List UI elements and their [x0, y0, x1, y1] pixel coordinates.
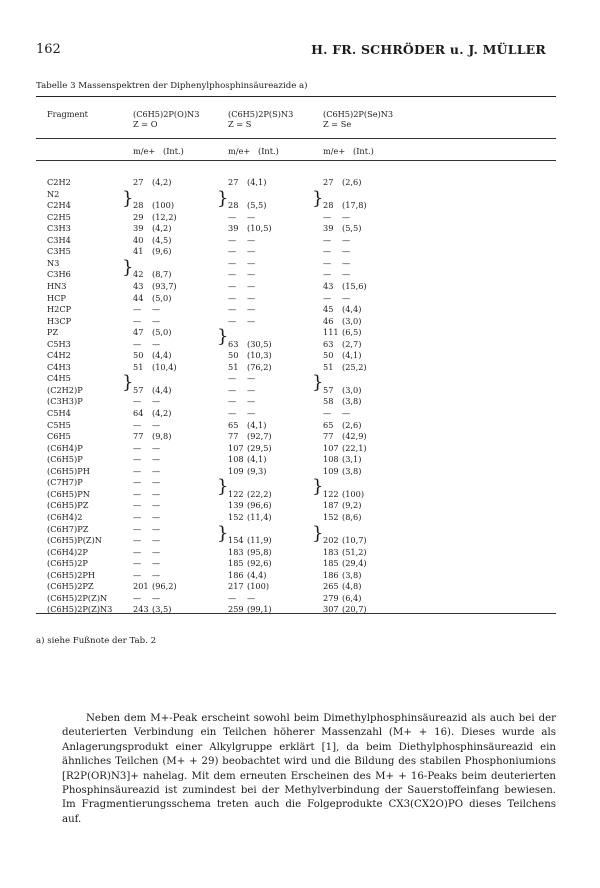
table-footnote: a) siehe Fußnote der Tab. 2 [36, 636, 157, 646]
mass-cell: 183 [228, 546, 244, 557]
mass-cell: 107 [228, 442, 244, 453]
table-caption: Tabelle 3 Massenspektren der Diphenylphosphinsäureazide a) [36, 81, 308, 91]
fragment-cell: (C6H5)2P(Z)N3 [47, 604, 113, 615]
intensity-cell: (4,4) [152, 350, 172, 361]
mass-cell: 46 [323, 315, 334, 326]
fragment-cell: C6H5 [47, 431, 71, 442]
fragment-cell: C3H5 [47, 246, 71, 257]
intensity-cell: — [152, 419, 161, 430]
group-brace: } [217, 326, 229, 348]
fragment-cell: C4H2 [47, 350, 71, 361]
intensity-cell: (30,5) [247, 338, 272, 349]
intensity-cell: (17,8) [342, 200, 367, 211]
mass-cell: 47 [133, 327, 144, 338]
mass-cell: 201 [133, 581, 149, 592]
table-subheader-rule [36, 160, 556, 161]
page-number: 162 [36, 42, 61, 57]
mass-cell: 139 [228, 500, 244, 511]
intensity-cell: (29,4) [342, 558, 367, 569]
intensity-cell: (3,0) [342, 384, 362, 395]
intensity-cell: (76,2) [247, 361, 272, 372]
mass-cell: — [228, 292, 237, 303]
intensity-cell: — [152, 442, 161, 453]
intensity-cell: (5,0) [152, 327, 172, 338]
intensity-cell: (9,3) [247, 465, 267, 476]
mass-cell: 108 [323, 454, 339, 465]
mass-cell: — [323, 234, 332, 245]
intensity-cell: (11,9) [247, 535, 272, 546]
mass-cell: — [133, 315, 142, 326]
fragment-cell: (C6H4)2P [47, 546, 88, 557]
fragment-cell: (C6H4)P [47, 442, 83, 453]
fragment-cell: C4H5 [47, 373, 71, 384]
intensity-cell: — [152, 465, 161, 476]
mass-cell: 185 [323, 558, 339, 569]
intensity-cell: — [152, 338, 161, 349]
fragment-cell: HCP [47, 292, 66, 303]
intensity-cell: — [247, 592, 256, 603]
mass-cell: — [228, 373, 237, 384]
mass-cell: 243 [133, 604, 149, 615]
intensity-cell: (22,2) [247, 488, 272, 499]
page-authors: H. FR. SCHRÖDER u. J. MÜLLER [311, 42, 546, 57]
intensity-cell: (22,1) [342, 442, 367, 453]
mass-cell: 44 [133, 292, 144, 303]
intensity-cell: — [152, 500, 161, 511]
mass-cell: — [133, 592, 142, 603]
intensity-cell: (10,7) [342, 535, 367, 546]
body-paragraph [62, 712, 556, 827]
table-header-rule [36, 138, 556, 139]
intensity-cell: — [247, 315, 256, 326]
intensity-cell: (2,7) [342, 338, 362, 349]
intensity-cell: — [152, 454, 161, 465]
fragment-cell: (C6H4)2 [47, 511, 83, 522]
mass-cell: 43 [133, 280, 144, 291]
mass-cell: 27 [228, 177, 239, 187]
mass-cell: 265 [323, 581, 339, 592]
fragment-cell: (C7H7)P [47, 477, 83, 488]
compound-z: Z = O [133, 119, 158, 129]
subheader-int: (Int.) [258, 146, 279, 156]
intensity-cell: (3,8) [342, 396, 362, 407]
mass-cell: 57 [323, 384, 334, 395]
mass-cell: 51 [323, 361, 334, 372]
mass-cell: — [133, 419, 142, 430]
fragment-cell: (C6H5)P(Z)N [47, 535, 102, 546]
mass-cell: 109 [228, 465, 244, 476]
intensity-cell: (4,8) [342, 581, 362, 592]
fragment-cell: C3H6 [47, 269, 71, 280]
mass-cell: 107 [323, 442, 339, 453]
intensity-cell: — [247, 373, 256, 384]
mass-cell: 39 [133, 223, 144, 234]
mass-cell: — [133, 477, 142, 488]
mass-cell: — [133, 500, 142, 511]
intensity-cell: (4,1) [247, 454, 267, 465]
subheader-me: m/e+ [133, 146, 156, 156]
intensity-cell: — [152, 477, 161, 488]
mass-cell: — [323, 211, 332, 222]
intensity-cell: — [342, 269, 351, 280]
fragment-cell: (C6H7)PZ [47, 523, 89, 534]
intensity-cell: (4,5) [152, 234, 172, 245]
fragment-cell: C2H4 [47, 200, 71, 211]
fragment-cell: (C3H3)P [47, 396, 83, 407]
fragment-cell: C3H3 [47, 223, 71, 234]
intensity-cell: (4,4) [342, 304, 362, 315]
intensity-cell: — [247, 408, 256, 418]
intensity-cell: — [152, 396, 161, 407]
fragment-cell: (C6H5)PN [47, 488, 90, 499]
intensity-cell: (9,6) [152, 246, 172, 257]
compound-formula: (C6H5)2P(S)N3 [228, 109, 294, 119]
fragment-cell: C5H3 [47, 338, 71, 349]
mass-cell: 152 [323, 511, 339, 522]
fragment-cell: (C6H5)2PH [47, 569, 96, 580]
fragment-cell: C2H2 [47, 177, 71, 187]
mass-cell: — [228, 269, 237, 280]
intensity-cell: (4,4) [247, 569, 267, 580]
mass-cell: 50 [323, 350, 334, 361]
intensity-cell: — [342, 408, 351, 418]
mass-cell: — [228, 234, 237, 245]
intensity-cell: — [342, 211, 351, 222]
mass-cell: — [228, 592, 237, 603]
mass-cell: 279 [323, 592, 339, 603]
group-brace: } [217, 187, 229, 209]
fragment-cell: (C6H5)P [47, 454, 83, 465]
intensity-cell: — [342, 246, 351, 257]
intensity-cell: — [247, 384, 256, 395]
group-brace: } [312, 187, 324, 209]
intensity-cell: — [247, 257, 256, 268]
compound-header-1 [133, 109, 199, 129]
mass-cell: 39 [228, 223, 239, 234]
intensity-cell: — [247, 246, 256, 257]
mass-cell: 28 [228, 200, 239, 211]
intensity-cell: — [247, 269, 256, 280]
compound-z: Z = Se [323, 119, 352, 129]
intensity-cell: (4,1) [342, 350, 362, 361]
intensity-cell: (100) [152, 200, 175, 211]
fragment-cell: HN3 [47, 280, 67, 291]
mass-cell: 217 [228, 581, 244, 592]
mass-cell: 109 [323, 465, 339, 476]
mass-cell: — [228, 257, 237, 268]
intensity-cell: (10,3) [247, 350, 272, 361]
mass-cell: 28 [323, 200, 334, 211]
mass-cell: 185 [228, 558, 244, 569]
intensity-cell: (15,6) [342, 280, 367, 291]
intensity-cell: — [247, 211, 256, 222]
mass-cell: 45 [323, 304, 334, 315]
intensity-cell: (2,6) [342, 177, 362, 187]
mass-cell: 58 [323, 396, 334, 407]
mass-cell: 57 [133, 384, 144, 395]
mass-cell: — [133, 338, 142, 349]
intensity-cell: (12,2) [152, 211, 177, 222]
group-brace: } [312, 372, 324, 394]
fragment-cell: (C6H5)2P(Z)N [47, 592, 108, 603]
group-brace: } [122, 256, 134, 278]
intensity-cell: — [342, 257, 351, 268]
subheader-me: m/e+ [228, 146, 251, 156]
mass-cell: — [323, 246, 332, 257]
intensity-cell: (8,7) [152, 269, 172, 280]
intensity-cell: — [152, 488, 161, 499]
mass-cell: 77 [133, 431, 144, 442]
intensity-cell: (4,4) [152, 384, 172, 395]
intensity-cell: (3,1) [342, 454, 362, 465]
intensity-cell: — [152, 569, 161, 580]
intensity-cell: (4,2) [152, 408, 172, 418]
mass-cell: — [228, 384, 237, 395]
mass-cell: 40 [133, 234, 144, 245]
mass-cell: 51 [133, 361, 144, 372]
intensity-cell: — [342, 292, 351, 303]
intensity-cell: — [247, 304, 256, 315]
mass-cell: 65 [323, 419, 334, 430]
mass-cell: — [133, 511, 142, 522]
intensity-cell: — [152, 592, 161, 603]
mass-cell: 111 [323, 327, 339, 338]
compound-header-3 [323, 109, 393, 129]
fragment-cell: C5H5 [47, 419, 71, 430]
intensity-cell: (5,5) [247, 200, 267, 211]
mass-cell: — [228, 396, 237, 407]
mass-cell: 64 [133, 408, 144, 418]
mass-cell: 29 [133, 211, 144, 222]
intensity-cell: (29,5) [247, 442, 272, 453]
mass-cell: — [133, 442, 142, 453]
mass-cell: — [323, 292, 332, 303]
body-paragraph-text: Neben dem M+-Peak erscheint sowohl beim Dimethylphosphinsäureazid als auch bei der deuterierten Verbindung ein Teilchen höherer Massenzahl (M+ + 16). Dieses wurde als Anlagerungsprodukt einer Alkylgruppe erklärt [1], da beim Diethylphosphinsäureazid ein ähnliches Teilchen (M+ + 29) beobachtet wird und die Bildung des stabilen Phosphoniumions [R2P(OR)N3]+ nahelag. Mit dem erneuten Erscheinen des M+ + 16-Peaks beim deuterierten Phosphinsäureazid ist zumindest bei der Methylverbindung der Sauerstoffeinfang bewiesen. Im Fragmentierungsschema treten auch die Folgeprodukte CX3(CX2O)PO dieses Teilchens auf. [62, 713, 556, 825]
fragment-cell: H3CP [47, 315, 72, 326]
intensity-cell: (4,1) [247, 177, 267, 187]
intensity-cell: (51,2) [342, 546, 367, 557]
mass-cell: 186 [228, 569, 244, 580]
fragment-column-header: Fragment [47, 109, 88, 119]
group-brace: } [312, 522, 324, 544]
intensity-cell: (2,6) [342, 419, 362, 430]
mass-cell: — [228, 315, 237, 326]
group-brace: } [122, 372, 134, 394]
mass-cell: — [133, 535, 142, 546]
mass-cell: — [323, 257, 332, 268]
intensity-cell: (6,5) [342, 327, 362, 338]
fragment-cell: (C6H5)2P [47, 558, 88, 569]
intensity-cell: (92,6) [247, 558, 272, 569]
mass-cell: 122 [323, 488, 339, 499]
intensity-cell: — [152, 304, 161, 315]
fragment-cell: (C6H5)PH [47, 465, 90, 476]
mass-cell: 42 [133, 269, 144, 280]
mass-cell: 41 [133, 246, 144, 257]
intensity-cell: (3,0) [342, 315, 362, 326]
mass-cell: 186 [323, 569, 339, 580]
mass-cell: — [133, 465, 142, 476]
intensity-cell: (25,2) [342, 361, 367, 372]
mass-cell: 65 [228, 419, 239, 430]
intensity-cell: — [342, 234, 351, 245]
mass-cell: 307 [323, 604, 339, 615]
intensity-cell: (4,1) [247, 419, 267, 430]
mass-cell: 50 [228, 350, 239, 361]
table-top-rule [36, 96, 556, 97]
intensity-cell: (4,2) [152, 177, 172, 187]
mass-cell: — [133, 488, 142, 499]
intensity-cell: (3,8) [342, 465, 362, 476]
intensity-cell: — [247, 292, 256, 303]
table-bottom-rule [36, 613, 556, 614]
mass-cell: 108 [228, 454, 244, 465]
intensity-cell: — [247, 280, 256, 291]
intensity-cell: — [247, 234, 256, 245]
mass-cell: 50 [133, 350, 144, 361]
mass-cell: 187 [323, 500, 339, 511]
mass-cell: 27 [133, 177, 144, 187]
compound-z: Z = S [228, 119, 252, 129]
intensity-cell: (8,6) [342, 511, 362, 522]
fragment-cell: N2 [47, 188, 60, 199]
intensity-cell: (92,7) [247, 431, 272, 442]
mass-cell: — [228, 408, 237, 418]
fragment-cell: C2H5 [47, 211, 71, 222]
intensity-cell: (100) [342, 488, 365, 499]
intensity-cell: (100) [247, 581, 270, 592]
intensity-cell: — [152, 535, 161, 546]
mass-cell: 63 [228, 338, 239, 349]
group-brace: } [312, 476, 324, 498]
mass-cell: 51 [228, 361, 239, 372]
intensity-cell: (96,2) [152, 581, 177, 592]
mass-cell: 259 [228, 604, 244, 615]
intensity-cell: (10,5) [247, 223, 272, 234]
mass-cell: — [228, 304, 237, 315]
intensity-cell: (9,8) [152, 431, 172, 442]
mass-cell: 43 [323, 280, 334, 291]
subheader-me: m/e+ [323, 146, 346, 156]
mass-cell: 77 [323, 431, 334, 442]
intensity-cell: (9,2) [342, 500, 362, 511]
fragment-cell: (C6H5)2PZ [47, 581, 94, 592]
fragment-cell: C4H3 [47, 361, 71, 372]
group-brace: } [122, 187, 134, 209]
mass-cell: — [133, 569, 142, 580]
fragment-cell: H2CP [47, 304, 72, 315]
fragment-cell: N3 [47, 257, 60, 268]
group-brace: } [217, 476, 229, 498]
mass-cell: — [228, 280, 237, 291]
mass-cell: — [133, 523, 142, 534]
intensity-cell: — [152, 523, 161, 534]
intensity-cell: (5,0) [152, 292, 172, 303]
mass-cell: 183 [323, 546, 339, 557]
fragment-cell: (C6H5)PZ [47, 500, 89, 511]
intensity-cell: — [152, 558, 161, 569]
compound-formula: (C6H5)2P(Se)N3 [323, 109, 394, 119]
mass-cell: 152 [228, 511, 244, 522]
mass-cell: — [133, 304, 142, 315]
mass-cell: 63 [323, 338, 334, 349]
intensity-cell: — [152, 315, 161, 326]
fragment-cell: C3H4 [47, 234, 71, 245]
mass-cell: — [133, 396, 142, 407]
intensity-cell: (96,6) [247, 500, 272, 511]
intensity-cell: (5,5) [342, 223, 362, 234]
intensity-cell: — [152, 546, 161, 557]
intensity-cell: — [152, 511, 161, 522]
intensity-cell: (4,2) [152, 223, 172, 234]
intensity-cell: (11,4) [247, 511, 272, 522]
group-brace: } [217, 522, 229, 544]
fragment-cell: (C2H2)P [47, 384, 83, 395]
mass-cell: — [228, 246, 237, 257]
compound-formula: (C6H5)2P(O)N3 [133, 109, 200, 119]
mass-cell: — [323, 269, 332, 280]
fragment-cell: PZ [47, 327, 59, 338]
mass-cell: 154 [228, 535, 244, 546]
mass-cell: — [133, 454, 142, 465]
intensity-cell: (99,1) [247, 604, 272, 615]
subheader-int: (Int.) [353, 146, 374, 156]
mass-cell: — [133, 546, 142, 557]
subheader-int: (Int.) [163, 146, 184, 156]
mass-cell: 77 [228, 431, 239, 442]
intensity-cell: (93,7) [152, 280, 177, 291]
fragment-cell: C5H4 [47, 408, 71, 418]
intensity-cell: (3,8) [342, 569, 362, 580]
mass-cell: 122 [228, 488, 244, 499]
intensity-cell: (20,7) [342, 604, 367, 615]
mass-cell: 39 [323, 223, 334, 234]
intensity-cell: (3,5) [152, 604, 172, 615]
intensity-cell: (42,9) [342, 431, 367, 442]
mass-cell: 28 [133, 200, 144, 211]
intensity-cell: (10,4) [152, 361, 177, 372]
intensity-cell: — [247, 396, 256, 407]
intensity-cell: (95,8) [247, 546, 272, 557]
mass-cell: 202 [323, 535, 339, 546]
compound-header-2 [228, 109, 293, 129]
mass-cell: — [133, 558, 142, 569]
mass-cell: — [323, 408, 332, 418]
mass-cell: — [228, 211, 237, 222]
intensity-cell: (6,4) [342, 592, 362, 603]
mass-cell: 27 [323, 177, 334, 187]
